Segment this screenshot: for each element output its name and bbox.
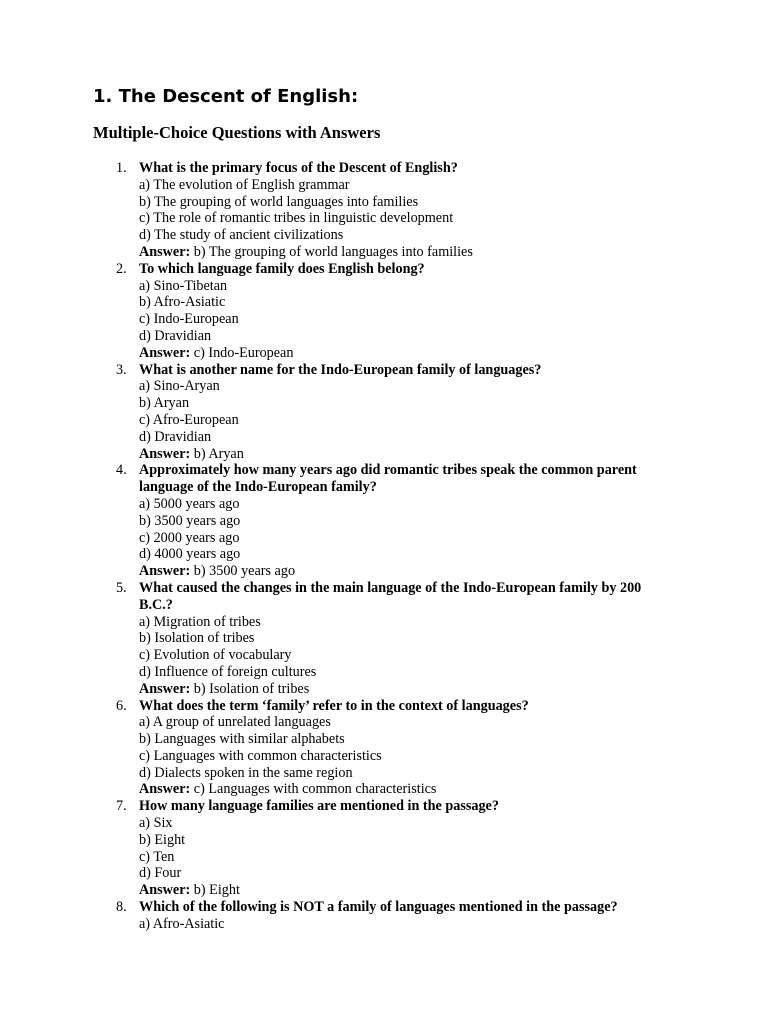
answer-option: a) Six [139,815,173,832]
question-text: To which language family does English belong? [139,260,425,277]
answer-option: b) Languages with similar alphabets [139,731,345,748]
question-number: 8. [116,899,127,916]
answer-label: Answer: [139,445,191,462]
answer-option: d) Influence of foreign cultures [139,663,317,680]
answer-value: b) The grouping of world languages into families [193,243,473,260]
document-title: 1. The Descent of English: [93,86,359,107]
answer-option: a) Sino-Tibetan [139,277,228,294]
question-number: 7. [116,798,127,815]
question-item [0,798,768,899]
answer-option: a) 5000 years ago [139,495,240,512]
question-text: What caused the changes in the main language of the Indo-European family by 200 B.C.? [139,579,642,613]
answer-option: c) 2000 years ago [139,529,240,546]
answer-option: c) Evolution of vocabulary [139,647,292,664]
answer-option: b) Afro-Asiatic [139,294,226,311]
answer-option: b) Isolation of tribes [139,630,255,647]
question-number: 6. [116,697,127,714]
question-number: 4. [116,462,127,479]
answer-option: d) Dravidian [139,327,212,344]
answer-option: b) 3500 years ago [139,512,241,529]
question-number: 2. [116,260,127,277]
answer-option: d) The study of ancient civilizations [139,227,344,244]
question-number: 3. [116,361,127,378]
question-text: Approximately how many years ago did romantic tribes speak the common parent language of the Indo-European family? [139,462,637,496]
answer-value: b) Eight [193,882,240,899]
correct-answer [139,446,768,463]
answer-option: b) The grouping of world languages into families [139,193,419,210]
question-number: 5. [116,579,127,596]
answer-option: b) Aryan [139,395,190,412]
section-title: Multiple-Choice Questions with Answers [93,123,381,142]
answer-value: c) Indo-European [193,344,294,361]
answer-option: c) Languages with common characteristics [139,747,382,764]
answer-option: d) Four [139,865,182,882]
answer-value: b) 3500 years ago [193,563,296,580]
question-item [0,580,768,698]
question-item [0,899,768,933]
correct-answer [139,681,768,698]
answer-label: Answer: [139,882,191,899]
answer-option: c) Ten [139,848,175,865]
answer-option: a) A group of unrelated languages [139,714,331,731]
answer-value: b) Aryan [193,445,244,462]
question-text: What does the term ‘family’ refer to in the context of languages? [139,697,529,714]
answer-option: c) The role of romantic tribes in linguistic development [139,210,454,227]
question-item [0,362,768,463]
answer-option: a) The evolution of English grammar [139,176,350,193]
answer-option: a) Sino-Aryan [139,378,220,395]
question-item [0,462,768,580]
answer-option: d) 4000 years ago [139,546,241,563]
answer-label: Answer: [139,344,191,361]
correct-answer [139,563,768,580]
answer-option: d) Dialects spoken in the same region [139,764,353,781]
correct-answer [139,882,768,899]
answer-option: b) Eight [139,831,186,848]
answer-label: Answer: [139,243,191,260]
question-text: How many language families are mentioned in the passage? [139,798,499,815]
answer-option: a) Migration of tribes [139,613,261,630]
answer-option: a) Afro-Asiatic [139,915,225,932]
question-text: Which of the following is NOT a family of languages mentioned in the passage? [139,899,618,916]
answer-option: c) Afro-European [139,411,239,428]
question-item [0,261,768,362]
correct-answer [139,244,768,261]
question-text: What is another name for the Indo-European family of languages? [139,361,542,378]
answer-option: c) Indo-European [139,311,239,328]
question-text: What is the primary focus of the Descent of English? [139,160,458,176]
answer-label: Answer: [139,563,191,580]
answer-label: Answer: [139,781,191,798]
question-item [0,160,768,261]
answer-option: d) Dravidian [139,428,212,445]
question-number: 1. [116,160,127,176]
answer-value: c) Languages with common characteristics [193,781,437,798]
answer-value: b) Isolation of tribes [193,680,310,697]
question-item [0,698,768,799]
correct-answer [139,345,768,362]
question-list [0,160,768,933]
correct-answer [139,781,768,798]
answer-label: Answer: [139,680,191,697]
